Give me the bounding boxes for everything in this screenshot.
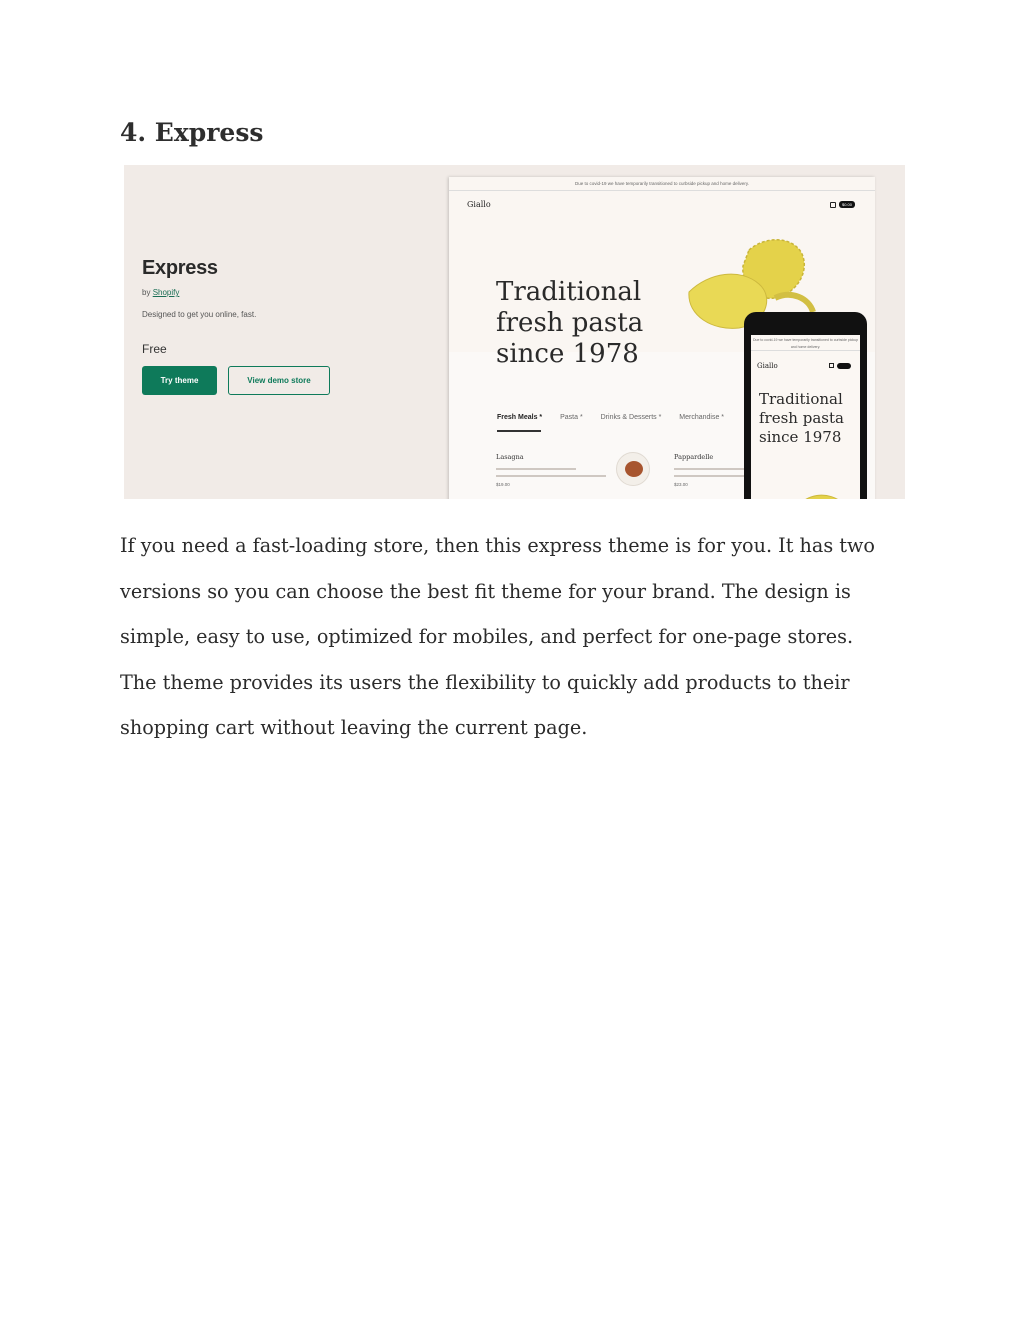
theme-price: Free <box>142 342 167 356</box>
menu-item-description <box>496 475 606 477</box>
menu-item-name: Lasagna <box>496 453 524 461</box>
hero-line: Traditional <box>759 390 843 408</box>
desktop-category-tabs <box>497 414 740 421</box>
pasta-illustration <box>789 483 849 499</box>
desktop-announcement-banner: Due to covid-19 we have temporarily transitioned to curbside pickup and home delivery. <box>449 177 875 191</box>
theme-preview-image <box>124 165 905 499</box>
theme-tagline: Designed to get you online, fast. <box>142 310 257 319</box>
hero-line: since 1978 <box>496 339 639 369</box>
menu-item-price: $23.00 <box>674 482 688 487</box>
menu-item-description <box>496 468 576 470</box>
section-heading: 4. Express <box>120 118 264 147</box>
mobile-preview <box>744 312 867 499</box>
paragraph-line: The theme provides its users the flexibility to quickly add products to their <box>120 670 850 694</box>
hero-line: fresh pasta <box>496 308 644 338</box>
mobile-cart-badge <box>837 363 851 369</box>
mobile-announcement-banner: Due to covid-19 we have temporarily transitioned to curbside pickup and home delivery. <box>751 335 860 351</box>
desktop-hero-headline <box>496 277 643 370</box>
mobile-screen <box>751 335 860 499</box>
paragraph-line: shopping cart without leaving the current page. <box>120 716 588 739</box>
desktop-store-logo: Giallo <box>467 200 491 209</box>
theme-name: Express <box>142 257 218 279</box>
dish-image <box>616 452 650 486</box>
desktop-cart-total: $0.00 <box>839 201 855 208</box>
author-link[interactable]: Shopify <box>152 288 180 297</box>
tab-drinks-desserts[interactable]: Drinks & Desserts * <box>600 414 662 421</box>
try-theme-button[interactable]: Try theme <box>142 366 217 395</box>
body-paragraph <box>120 523 910 751</box>
bag-icon <box>830 202 836 208</box>
author-prefix: by <box>142 288 151 297</box>
view-demo-button[interactable]: View demo store <box>228 366 330 395</box>
tab-merchandise[interactable]: Merchandise * <box>679 414 725 421</box>
mobile-store-logo: Giallo <box>757 362 778 370</box>
tab-fresh-meals[interactable]: Fresh Meals * <box>497 414 543 421</box>
tab-pasta[interactable]: Pasta * <box>560 414 583 421</box>
menu-item-description <box>674 475 744 477</box>
paragraph-line: versions so you can choose the best fit theme for your brand. The design is <box>120 579 851 603</box>
paragraph-line: simple, easy to use, optimized for mobiles, and perfect for one-page stores. <box>120 625 854 648</box>
hero-line: Traditional <box>496 277 642 307</box>
theme-author <box>142 288 179 297</box>
menu-item-price: $19.00 <box>496 482 510 487</box>
mobile-hero-headline <box>759 390 844 447</box>
hero-line: since 1978 <box>759 428 842 446</box>
active-tab-underline <box>497 430 541 432</box>
paragraph-line: If you need a fast-loading store, then this express theme is for you. It has two <box>120 534 875 557</box>
menu-item-description <box>674 468 744 470</box>
menu-item-name: Pappardelle <box>674 453 714 461</box>
hero-line: fresh pasta <box>759 409 844 427</box>
bag-icon <box>829 363 834 368</box>
